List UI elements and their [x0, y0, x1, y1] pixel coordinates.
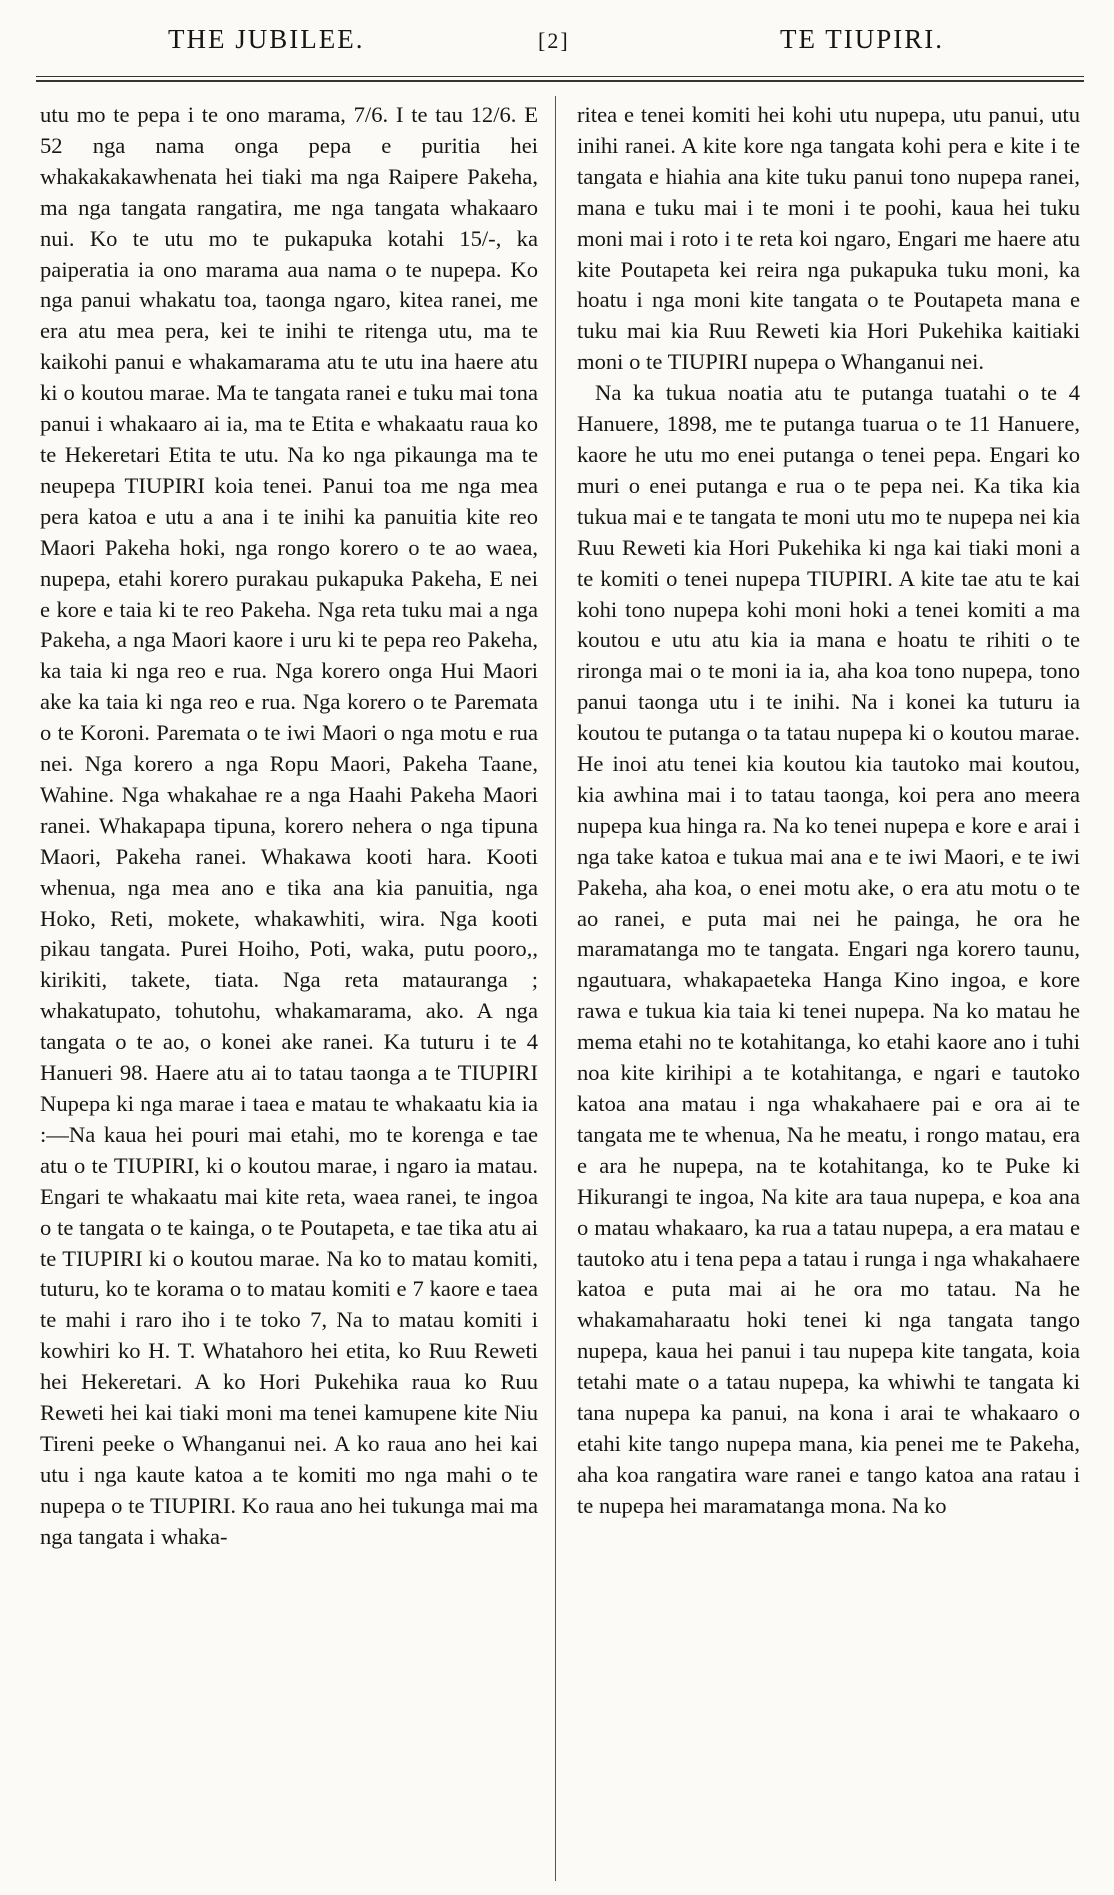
- right-paragraph-2: Na ka tukua noatia atu te putanga tuatahi o te 4 Hanuere, 1898, me te putanga tuarua o te 11 Hanuere, kaore he utu mo enei putanga o tenei pepa. Engari ko muri o enei putanga e rua o te pepa nei. Ka tika kia tukua mai e te tangata te moni utu mo te nupepa nei kia Ruu Reweti kia Hori Pukehika ki nga kai tiaki moni a te komiti o tenei nupepa TIUPIRI. A kite tae atu te kai kohi tono nupepa kohi moni hoki a tenei komiti a ma koutou e utu atu kia ia mana e hoatu te rihiti o te rironga mai o te moni ia ia, aha koa tono nupepa, tono panui taonga utu i te inihi. Na i konei ka tuturu ia koutou te putanga o ta tatau nupepa ki o koutou marae. He inoi atu tenei kia koutou kia tautoko mai koutou, kia awhina mai i to tatau taonga, koi pera ano meera nupepa kua hinga ra. Na ko tenei nupepa e kore e arai i nga take katoa e tukua mai ana e te iwi Maori, e te iwi Pakeha, aha koa, o enei motu ake, o era atu motu o te ao ranei, e puta mai nei he painga, he ora he maramatanga mo te tangata. Engari nga korero taunu, ngautuara, whakapaeteka Hanga Kino ingoa, e kore rawa e tukua kia taia ki tenei nupepa. Na ko matau he mema etahi no te kotahitanga, ko etahi kaore ano i tuhi noa kite kirihipi a te kotahitanga, e ngari e tautoko katoa ana matau i nga whakahaere pai e ora ai te tangata me te whenua, Na he meatu, i rongo matau, era e ara he nupepa, na te kotahitanga, ko te Puke ki Hikurangi te ingoa, Na kite ara taua nupepa, e koa ana o matau whakaaro, ka rua a tatau nupepa, a era matau e tautoko atu i tena pepa a tatau i runga i nga whakahaere katoa e puta mai ai he ora mo tatau. Na he whakamaharaatu hoki tenei ki nga tangata tango nupepa, kaua hei panui i tau nupepa kite tangata, koia tetahi mate o a tatau nupepa, ka whiwhi te tangata ki tana nupepa ka panui, na kona i arai te whakaaro o etahi kite tango nupepa mana, kia penei me te Pakeha, aha koa rangatira ware ranei e tango katoa ana ratau i te nupepa hei maramatanga mona. Na ko: [577, 380, 1080, 1518]
- left-paragraph-1: utu mo te pepa i te ono marama, 7/6. I te tau 12/6. E 52 nga nama onga pepa e puritia hei whakakakawhenata hei tiaki ma nga Raipere Pakeha, ma nga tangata rangatira, me nga tangata whakaaro nui. Ko te utu mo te pukapuka kotahi 15/-, ka paiperatia ia ono marama aua nama o te nupepa. Ko nga panui whakatu toa, taonga ngaro, kitea ranei, me era atu mea pera, kei te inihi te ritenga utu, ma te kaikohi panui e whakamarama atu te utu ina haere atu ki o koutou marae. Ma te tangata ranei e tuku mai tona panui i whakaaro ai ia, ma te Etita e whakaatu raua ko te Hekeretari Etita te utu. Na ko nga pikaunga ma te neupepa TIUPIRI koia tenei. Panui toa me nga mea pera katoa e utu a ana i te inihi ka panuitia kite reo Maori Pakeha hoki, nga rongo korero o te ao waea, nupepa, etahi korero purakau pukapuka Pakeha, E nei e kore e taia ki te reo Pakeha. Nga reta tuku mai a nga Pakeha, a nga Maori kaore i uru ki te pepa reo Pakeha, ka taia ki nga reo e rua. Nga korero onga Hui Maori ake ka taia ki nga reo e rua. Nga korero o te Paremata o te Koroni. Paremata o te iwi Maori o nga motu e rua nei. Nga korero a nga Ropu Maori, Pakeha Taane, Wahine. Nga whakahae re a nga Haahi Pakeha Maori ranei. Whakapapa tipuna, korero nehera o nga tipuna Maori, Pakeha ranei. Whakawa kooti hara. Kooti whenua, nga mea ano e tika ana kia panuitia, nga Hoko, Reti, mokete, whakawhiti, wira. Nga kooti pikau tangata. Purei Hoiho, Poti, waka, putu pooro,, kirikiti, takete, tiata. Nga reta matauranga ; whakatupato, tohutohu, whakamarama, ako. A nga tangata o te ao, o konei ake ranei. Ka tuturu i te 4 Hanueri 98. Haere atu ai to tatau taonga a te TIUPIRI Nupepa ki nga marae i taea e matau te whakaatu kia ia :—Na kaua hei pouri mai etahi, mo te korenga e tae atu o te TIUPIRI, ki o koutou marae, i ngaro ia matau. Engari te whakaatu mai kite reta, waea ranei, te ingoa o te tangata o te kainga, o te Poutapeta, e tae tika atu ai te TIUPIRI ki o koutou marae. Na ko to matau komiti, tuturu, ko te korama o to matau komiti e 7 kaore e taea te mahi i raro iho i te toko 7, Na to matau komiti i kowhiri ko H. T. Whatahoro hei etita, ko Ruu Reweti hei Hekeretari. A ko Hori Pukehika raua ko Ruu Reweti hei kai tiaki moni ma tenei kamupene kite Niu Tireni peeke o Whanganui nei. A ko raua ano hei kai utu i nga kaute katoa a te komiti mo nga mahi o te nupepa o te TIUPIRI. Ko raua ano hei tukunga mai ma nga tangata i whaka-: [40, 102, 538, 1549]
- right-paragraph-1: ritea e tenei komiti hei kohi utu nupepa, utu panui, utu inihi ranei. A kite kore nga tangata kohi pera e kite i te tangata e hiahia ana kite tuku panui tono nupepa ranei, mana e tuku mai i te moni i te poohi, kaua hei tuku moni mai i roto i te reta koi ngaro, Engari me haere atu kite Poutapeta kei reira nga pukapuka tuku moni, ka hoatu i nga moni kite tangata o te Poutapeta mana e tuku mai kia Ruu Reweti kia Hori Pukehika kaitiaki moni o te TIUPIRI nupepa o Whanganui nei.: [577, 102, 1080, 375]
- right-column: [577, 100, 1080, 1890]
- left-column: [40, 100, 538, 1890]
- header-rule-thin: [36, 76, 1084, 77]
- header-left-title: THE JUBILEE.: [168, 24, 365, 54]
- header-rule-thick: [36, 80, 1084, 82]
- header-page-number: [2]: [538, 28, 570, 53]
- column-divider: [555, 96, 556, 1881]
- header-right-title: TE TIUPIRI.: [780, 24, 944, 54]
- page-header: [0, 14, 1114, 64]
